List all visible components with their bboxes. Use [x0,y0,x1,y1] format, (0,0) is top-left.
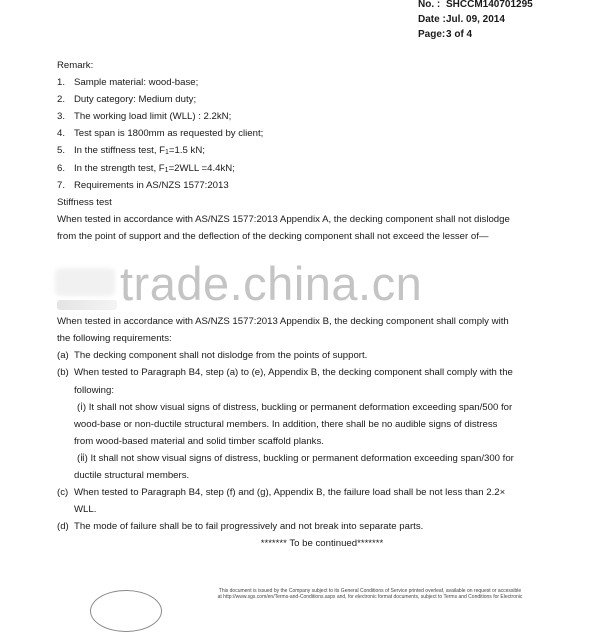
report-date-row [418,12,533,27]
remark-item [57,74,587,91]
sub-requirement-continuation: wood-base or non-ductile structural members. In addition, there shall be no audible signs of distress [74,418,498,430]
continued-marker: ******* To be continued******* [260,538,384,550]
stiffness-paragraph-line: When tested in accordance with AS/NZS 1577:2013 Appendix A, the decking component shall not dislodge [57,213,510,225]
requirement-item [57,364,587,381]
report-header [418,0,533,42]
sub-requirement-label: (ⅰ) [77,401,87,413]
remark-item [57,91,587,108]
page-number-row [418,27,533,42]
remark-title: Remark: [57,60,94,71]
blurred-region [55,268,115,296]
page-number-value: 3 of 4 [446,29,473,40]
text-segment: In the stiffness test, F [74,145,166,157]
stiffness-title: Stiffness test [57,196,112,208]
remark-item-number: 4. [57,128,66,140]
text-segment: =2WLL =4.4kN; [168,162,235,174]
remark-item-text: Test span is 1800mm as requested by client; [74,128,264,140]
sub-requirement [57,450,587,467]
subscript: 1 [165,149,169,157]
sub-requirement [57,399,587,416]
requirement-item [57,518,587,535]
strength-paragraph-line: the following requirements: [57,333,172,345]
page-number-label: Page: [418,29,446,40]
remark-item-text [74,160,235,177]
requirement-text: The mode of failure shall be to fail progressively and not break into separate parts. [74,521,424,533]
sub-requirement-text: It shall not show visual signs of distress, buckling or permanent deformation exceeding span/300 for [90,452,514,464]
stiffness-paragraph-line: from the point of support and the deflection of the decking component shall not exceed the lesser of— [57,230,489,242]
report-number-value: SHCCM140701295 [446,0,533,10]
remark-item-number: 6. [57,162,66,174]
watermark-text: trade.china.cn [120,257,423,310]
remark-item-number: 1. [57,77,66,89]
remark-item-number: 5. [57,145,66,157]
report-date-value: Jul. 09, 2014 [446,14,505,25]
requirement-label: (b) [57,367,69,379]
remark-item [57,177,587,194]
remark-item [57,142,587,159]
remark-item [57,125,587,142]
text-segment: In the strength test, F [74,162,165,174]
remark-item-text: Requirements in AS/NZS 1577:2013 [74,179,229,191]
requirement-text: When tested to Paragraph B4, step (f) and (g), Appendix B, the failure load shall be not less than 2.2× [74,487,506,499]
requirement-item [57,347,587,364]
requirement-text: When tested to Paragraph B4, step (a) to (e), Appendix B, the decking component shall comply with the [74,367,513,379]
remark-item-number: 7. [57,179,66,191]
report-number-label: No. : [418,0,441,10]
remark-item [57,108,587,125]
remark-item-number: 3. [57,111,66,123]
strength-paragraph-line: When tested in accordance with AS/NZS 1577:2013 Appendix B, the decking component shall comply with [57,316,509,328]
sub-requirement-label: (ⅱ) [77,452,88,464]
requirement-continuation: following: [74,384,114,396]
requirement-item [57,484,587,501]
requirement-label: (d) [57,521,69,533]
remark-item [57,160,587,177]
remark-item-number: 2. [57,94,66,106]
report-number-row [418,0,533,12]
requirement-label: (a) [57,350,69,362]
report-date-label: Date : [418,14,446,25]
subscript: 1 [164,166,169,174]
sub-requirement-continuation: from wood-based material and solid timber scaffold planks. [74,435,324,447]
footer-line: at http://www.sgs.com/en/Terms-and-Conditions.aspx and, for electronic format documents, subject to Terms and Conditions for Electronic [217,594,523,600]
requirement-continuation: WLL. [74,504,97,516]
sub-requirement-text: It shall not show visual signs of distress, buckling or permanent deformation exceeding span/500 for [88,401,513,413]
remark-item-text: The working load limit (WLL) : 2.2kN; [74,111,232,123]
sub-requirement-continuation: ductile structural members. [74,469,190,481]
remark-item-text: Sample material: wood-base; [74,77,199,89]
footer-line: This document is issued by the Company subject to its General Conditions of Service printed overleaf, available on request or accessible [218,588,522,594]
remark-item-text: Duty category: Medium duty; [74,94,197,106]
document-footer [150,588,590,600]
blurred-heading [57,300,117,310]
requirement-label: (c) [57,487,69,499]
requirement-text: The decking component shall not dislodge from the points of support. [74,350,368,362]
remark-item-text [74,142,205,159]
text-segment: =1.5 kN; [168,145,205,157]
